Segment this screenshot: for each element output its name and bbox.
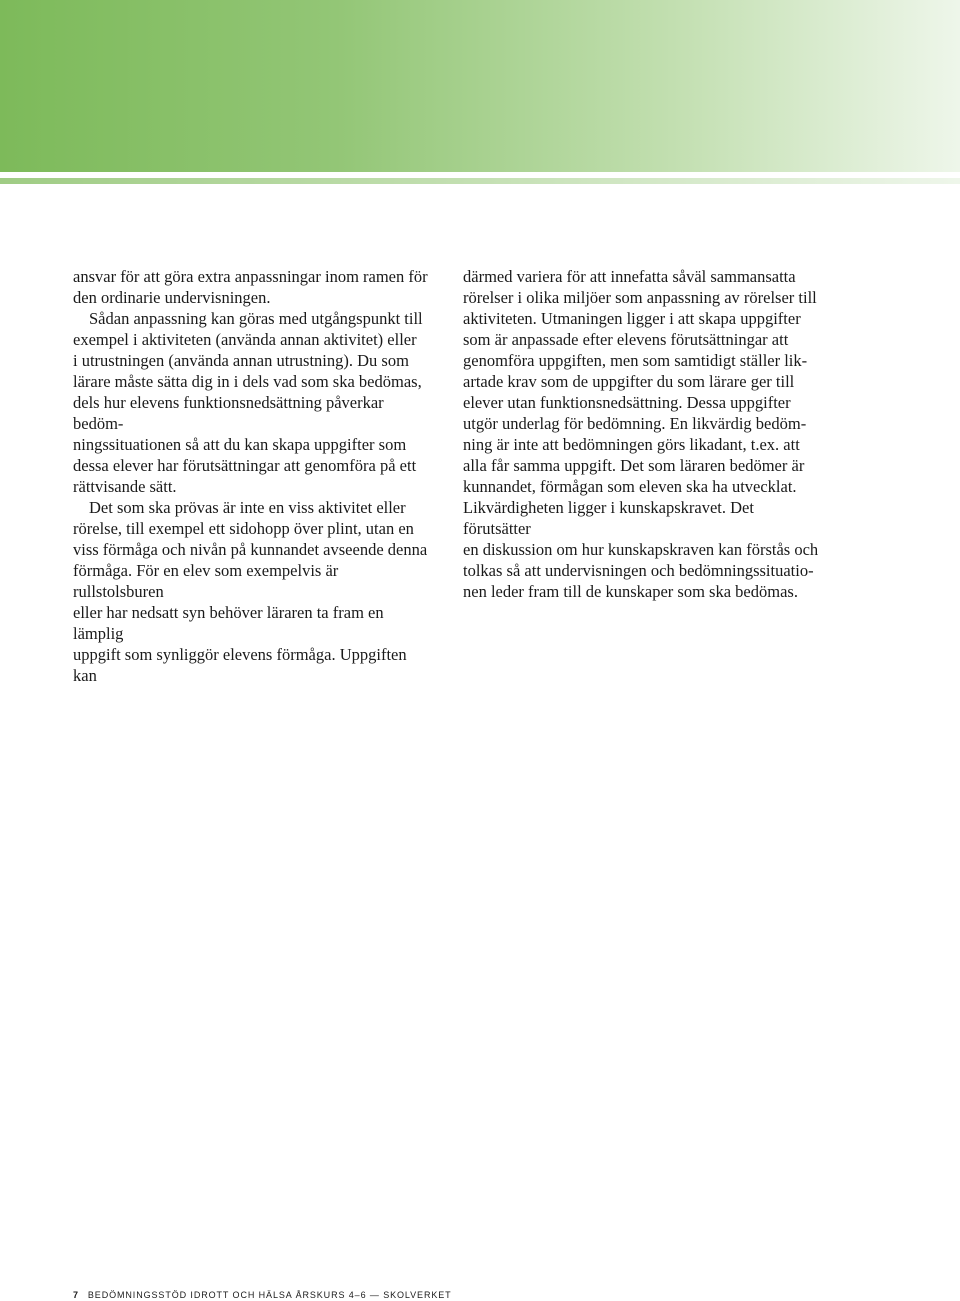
right-text-column	[463, 266, 823, 602]
page-footer	[73, 1290, 452, 1301]
header-green-stripe	[0, 178, 960, 184]
page-number: 7	[73, 1290, 79, 1300]
left-text-column	[73, 266, 433, 686]
paragraph: därmed variera för att innefatta såväl sammansatta rörelser i olika miljöer som anpassning av rörelser till aktiviteten. Utmaningen ligger i att skapa uppgifter som är anpassade efter elevens förutsättningar att genomföra uppgiften, men som samtidigt ställer lik- artade krav som de uppgifter du som lärare ger till elever utan funktionsnedsättning. Dessa uppgifter utgör underlag för bedömning. En likvärdig bedöm- ning är inte att bedömningen görs likadant, t.ex. att alla får samma uppgift. Det som läraren bedömer är kunnandet, förmågan som eleven ska ha utvecklat. Likvärdigheten ligger i kunskapskravet. Det förutsätter en diskussion om hur kunskapskraven kan förstås och tolkas så att undervisningen och bedömningssituatio- nen leder fram till de kunskaper som ska bedömas.	[463, 267, 819, 601]
header-green-band	[0, 0, 960, 172]
paragraph: Sådan anpassning kan göras med utgångspunkt till exempel i aktiviteten (använda annan aktivitet) eller i utrustningen (använda annan utrustning). Du som lärare måste sätta dig in i dels vad som ska bedömas, dels hur elevens funktionsnedsättning påverkar bedöm- ningssituationen så att du kan skapa uppgifter som dessa elever har förutsättningar att genomföra på ett rättvisande sätt.	[73, 309, 423, 496]
paragraph: Det som ska prövas är inte en viss aktivitet eller rörelse, till exempel ett sidohopp över plint, utan en viss förmåga och nivån på kunnandet avseende denna förmåga. För en elev som exempelvis är rullstolsburen eller har nedsatt syn behöver läraren ta fram en lämplig uppgift som synliggör elevens förmåga. Uppgiften kan	[73, 498, 428, 685]
paragraph: ansvar för att göra extra anpassningar inom ramen för den ordinarie undervisningen.	[73, 267, 428, 307]
running-title: BEDÖMNINGSSTÖD IDROTT OCH HÄLSA ÅRSKURS 4–6 — SKOLVERKET	[87, 1290, 452, 1300]
